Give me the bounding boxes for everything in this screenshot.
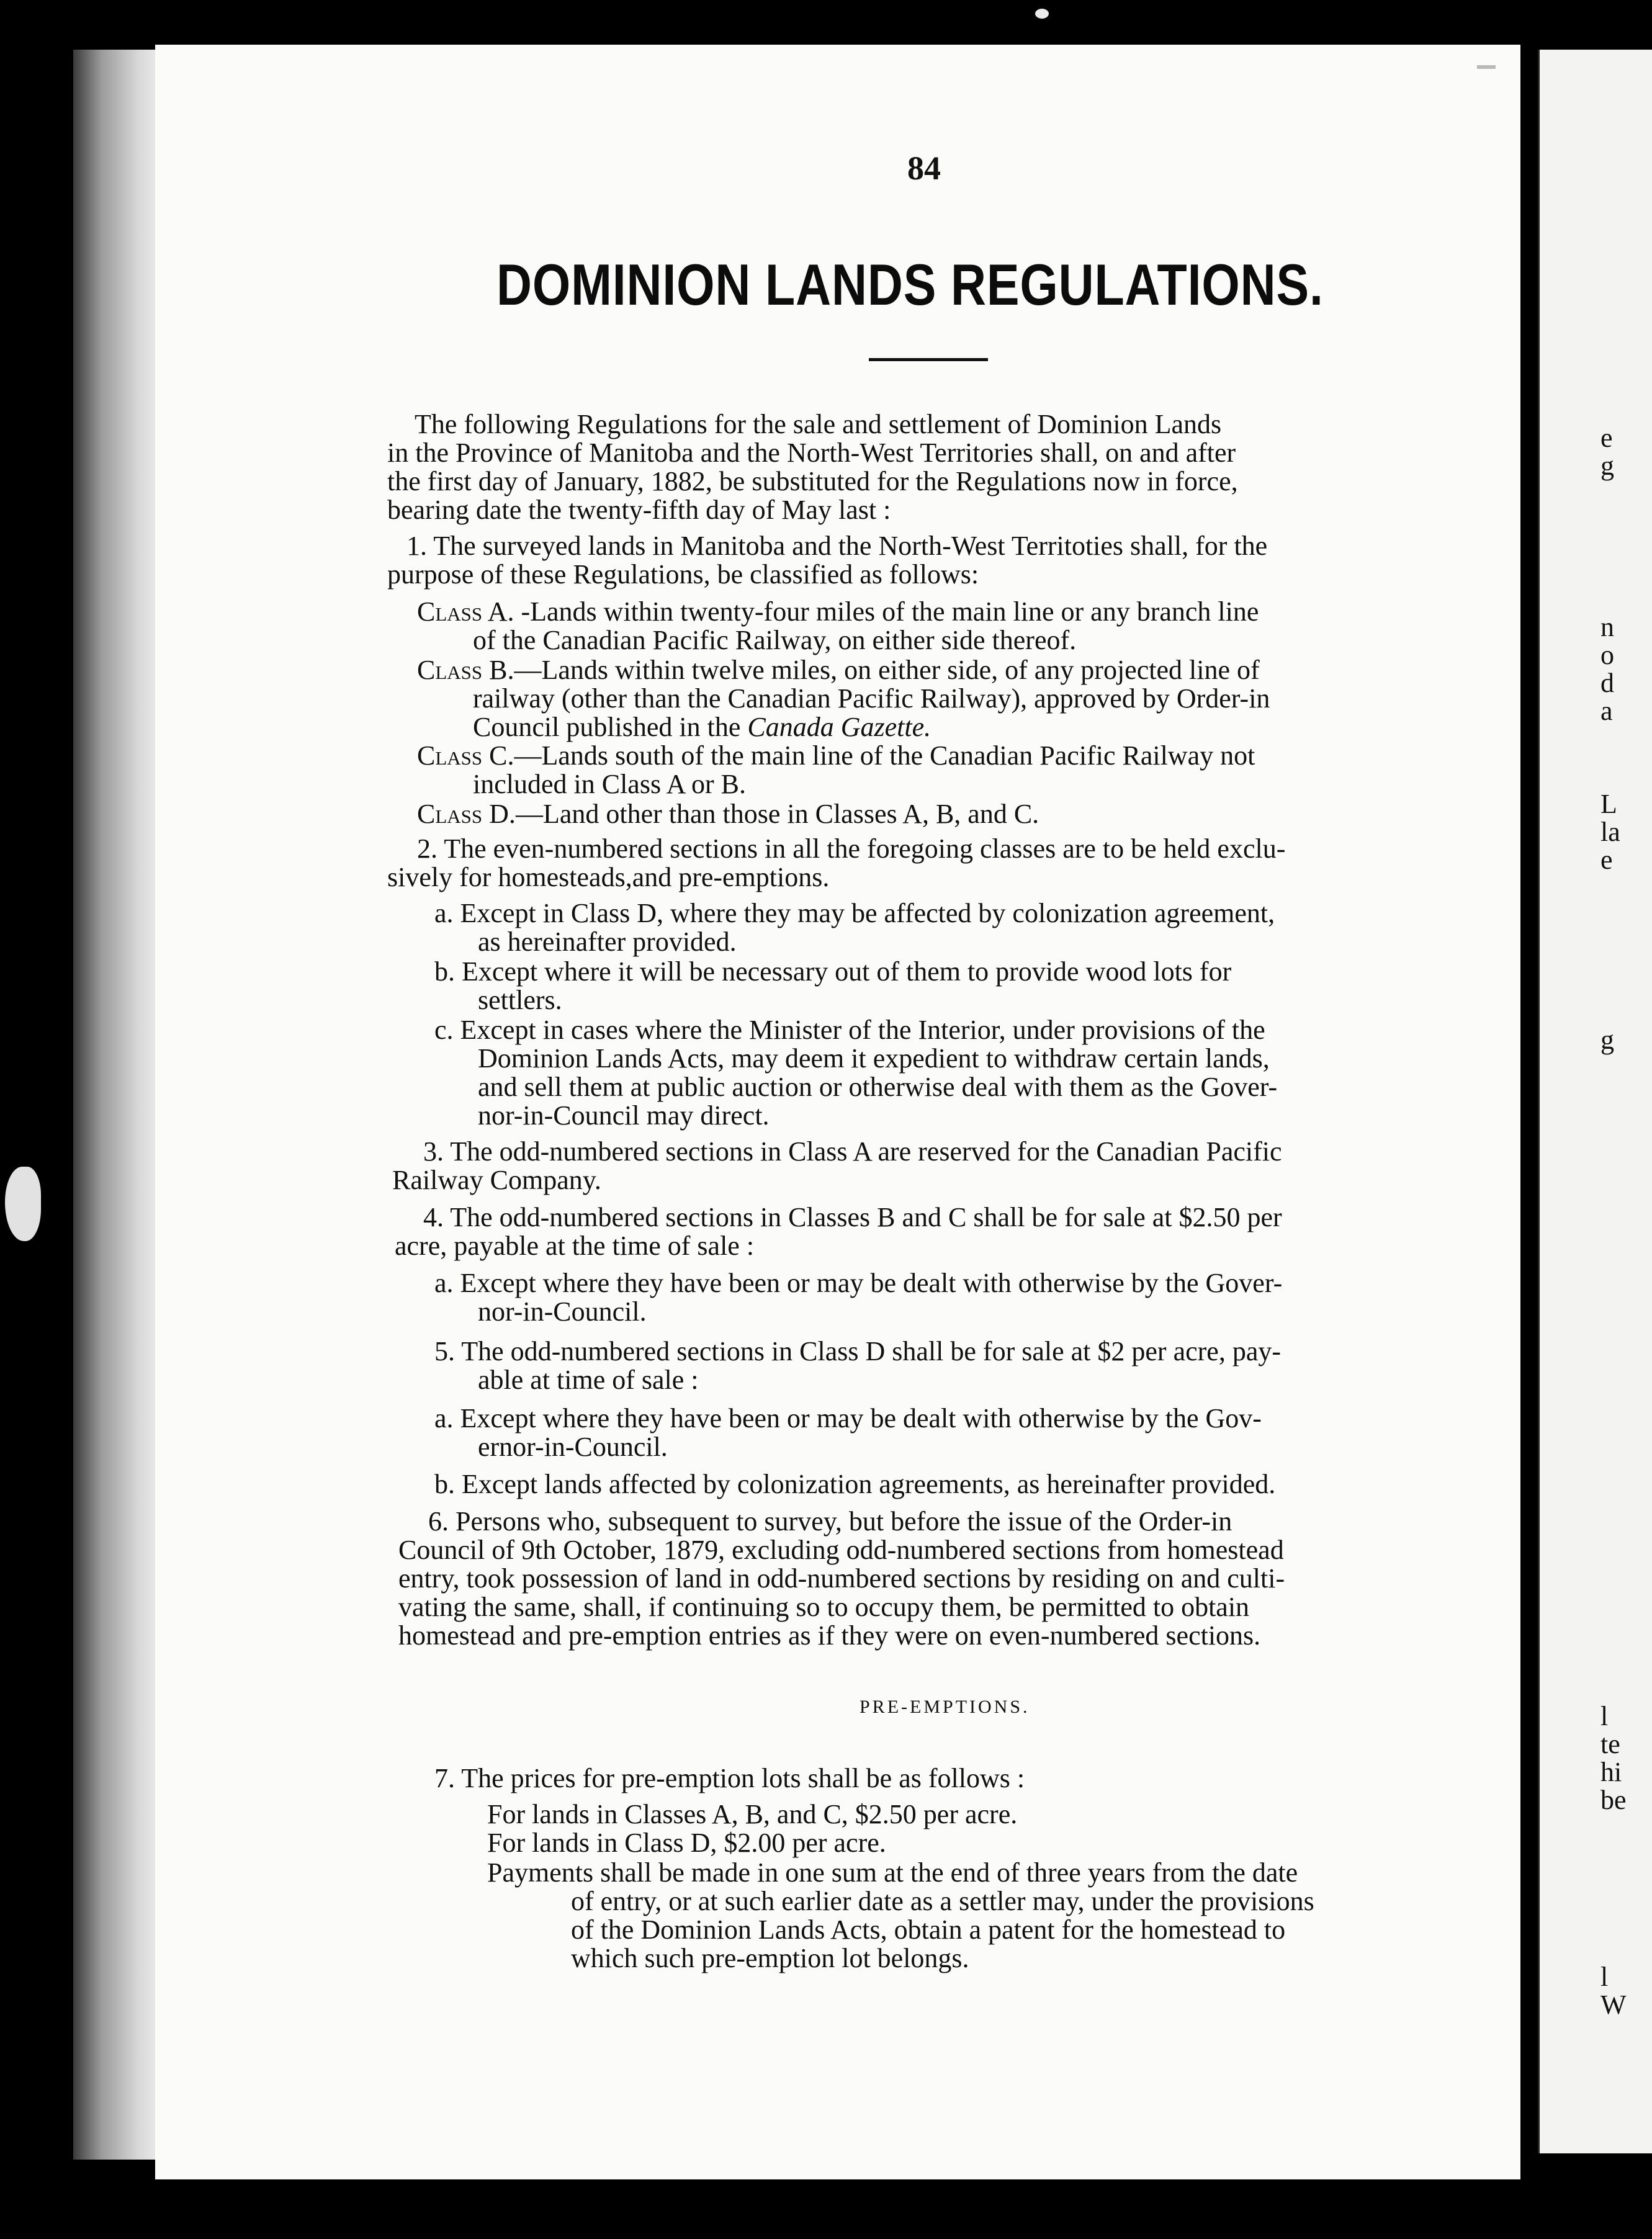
section-2-c-cont: nor-in-Council may direct. <box>478 1100 770 1131</box>
section-2-b: b. Except where it will be necessary out of them to provide wood lots for <box>434 956 1232 987</box>
section-4-a-cont: nor-in-Council. <box>478 1296 647 1327</box>
facing-fragment: be <box>1600 1785 1627 1815</box>
class-b-line <box>417 657 1260 684</box>
scan-speck <box>1035 9 1049 19</box>
section-6-line: vating the same, shall, if continuing so to occupy them, be permitted to obtain <box>398 1592 1250 1622</box>
section-2-line: 2. The even-numbered sections in all the foregoing classes are to be held exclu- <box>417 833 1286 864</box>
facing-fragment: hi <box>1600 1757 1622 1787</box>
class-d-text: —Land other than those in Classes A, B, and C. <box>515 799 1039 829</box>
section-4-line: acre, payable at the time of sale : <box>395 1231 755 1261</box>
payments-line: of the Dominion Lands Acts, obtain a patent for the homestead to <box>571 1914 1286 1945</box>
section-2-a-cont: as hereinafter provided. <box>478 927 737 957</box>
facing-fragment: te <box>1600 1729 1620 1759</box>
facing-fragment: l <box>1600 1701 1609 1731</box>
section-5-a: a. Except where they have been or may be dealt with otherwise by the Gov- <box>434 1403 1262 1434</box>
section-1-line: purpose of these Regulations, be classified as follows: <box>387 559 979 590</box>
intro-line: The following Regulations for the sale and settlement of Dominion Lands <box>415 409 1222 439</box>
page-title: DOMINION LANDS REGULATIONS. <box>496 252 1324 317</box>
intro-line: bearing date the twenty-fifth day of May last : <box>387 495 891 525</box>
facing-fragment: e <box>1600 423 1613 453</box>
section-5-line: 5. The odd-numbered sections in Class D shall be for sale at $2 per acre, pay- <box>434 1336 1281 1366</box>
section-2-line: sively for homesteads,and pre-emptions. <box>387 862 830 892</box>
section-3-line: 3. The odd-numbered sections in Class A are reserved for the Canadian Pacific <box>423 1136 1282 1167</box>
section-6-line: homestead and pre-emption entries as if they were on even-numbered sections. <box>398 1620 1261 1651</box>
section-5-line: able at time of sale : <box>478 1365 699 1395</box>
section-2-c: c. Except in cases where the Minister of the Interior, under provisions of the <box>434 1015 1265 1045</box>
class-c-line <box>417 742 1255 770</box>
class-c-cont: included in Class A or B. <box>473 769 746 799</box>
class-a-text: -Lands within twenty-four miles of the main line or any branch line <box>514 596 1259 627</box>
facing-fragment: o <box>1600 640 1614 670</box>
section-6-line: entry, took possession of land in odd-numbered sections by residing on and culti- <box>398 1563 1285 1594</box>
price-line: For lands in Classes A, B, and C, $2.50 per acre. <box>487 1799 1018 1829</box>
title-rule <box>869 358 988 361</box>
section-6-line: 6. Persons who, subsequent to survey, but before the issue of the Order-in <box>428 1506 1232 1537</box>
class-a-line <box>417 598 1259 626</box>
book-spine <box>73 50 166 2160</box>
facing-fragment: la <box>1600 817 1620 847</box>
section-5-b: b. Except lands affected by colonization agreements, as hereinafter provided. <box>434 1469 1276 1499</box>
section-1-line: 1. The surveyed lands in Manitoba and the North-West Territoties shall, for the <box>406 531 1268 561</box>
class-b-cont-text: Council published in the <box>473 712 748 742</box>
intro-line: in the Province of Manitoba and the North-West Territories shall, on and after <box>387 437 1236 468</box>
intro-line: the first day of January, 1882, be substituted for the Regulations now in force, <box>387 466 1238 496</box>
section-4-line: 4. The odd-numbered sections in Classes B and C shall be for sale at $2.50 per <box>423 1202 1282 1232</box>
facing-fragment: g <box>1600 451 1614 481</box>
payments-line: which such pre-emption lot belongs. <box>571 1943 969 1973</box>
section-3-line: Railway Company. <box>392 1165 601 1195</box>
facing-fragment: e <box>1600 845 1613 875</box>
facing-fragment: n <box>1600 612 1614 642</box>
section-4-a: a. Except where they have been or may be dealt with otherwise by the Gover- <box>434 1268 1283 1298</box>
class-c-label: Class C. <box>417 740 514 771</box>
section-2-b-cont: settlers. <box>478 985 562 1015</box>
facing-page <box>1538 50 1652 2153</box>
ink-blot <box>5 1167 41 1241</box>
class-b-text: —Lands within twelve miles, on either side, of any projected line of <box>514 655 1260 685</box>
class-c-text: —Lands south of the main line of the Canadian Pacific Railway not <box>514 740 1255 771</box>
section-2-a: a. Except in Class D, where they may be affected by colonization agreement, <box>434 898 1275 928</box>
price-line: For lands in Class D, $2.00 per acre. <box>487 1828 886 1858</box>
section-5-a-cont: ernor-in-Council. <box>478 1432 668 1462</box>
facing-fragment: d <box>1600 668 1614 698</box>
class-d-label: Class D. <box>417 799 516 829</box>
pre-emptions-heading: PRE-EMPTIONS. <box>860 1697 1030 1717</box>
class-b-cont <box>473 714 931 741</box>
facing-fragment: a <box>1600 696 1613 726</box>
facing-fragment: L <box>1600 789 1617 819</box>
section-6-line: Council of 9th October, 1879, excluding odd-numbered sections from homestead <box>398 1535 1284 1565</box>
payments-line: of entry, or at such earlier date as a settler may, under the provisions <box>571 1886 1314 1916</box>
canada-gazette: Canada Gazette. <box>747 712 931 742</box>
class-b-label: Class B. <box>417 655 514 685</box>
payments-line: Payments shall be made in one sum at the end of three years from the date <box>487 1857 1298 1888</box>
section-2-c-cont: Dominion Lands Acts, may deem it expedient to withdraw certain lands, <box>478 1043 1270 1074</box>
class-d-line <box>417 801 1039 828</box>
page-number: 84 <box>907 150 941 187</box>
facing-fragment: l <box>1600 1962 1609 1992</box>
class-b-cont: railway (other than the Canadian Pacific Railway), approved by Order-in <box>473 683 1270 714</box>
section-2-c-cont: and sell them at public auction or otherwise deal with them as the Gover- <box>478 1072 1278 1102</box>
margin-mark <box>1477 65 1496 69</box>
facing-fragment: W <box>1600 1990 1627 2020</box>
section-7-line: 7. The prices for pre-emption lots shall be as follows : <box>434 1763 1025 1793</box>
class-a-label: Class A. <box>417 596 514 627</box>
class-a-cont: of the Canadian Pacific Railway, on either side thereof. <box>473 625 1077 655</box>
facing-fragment: g <box>1600 1025 1614 1055</box>
